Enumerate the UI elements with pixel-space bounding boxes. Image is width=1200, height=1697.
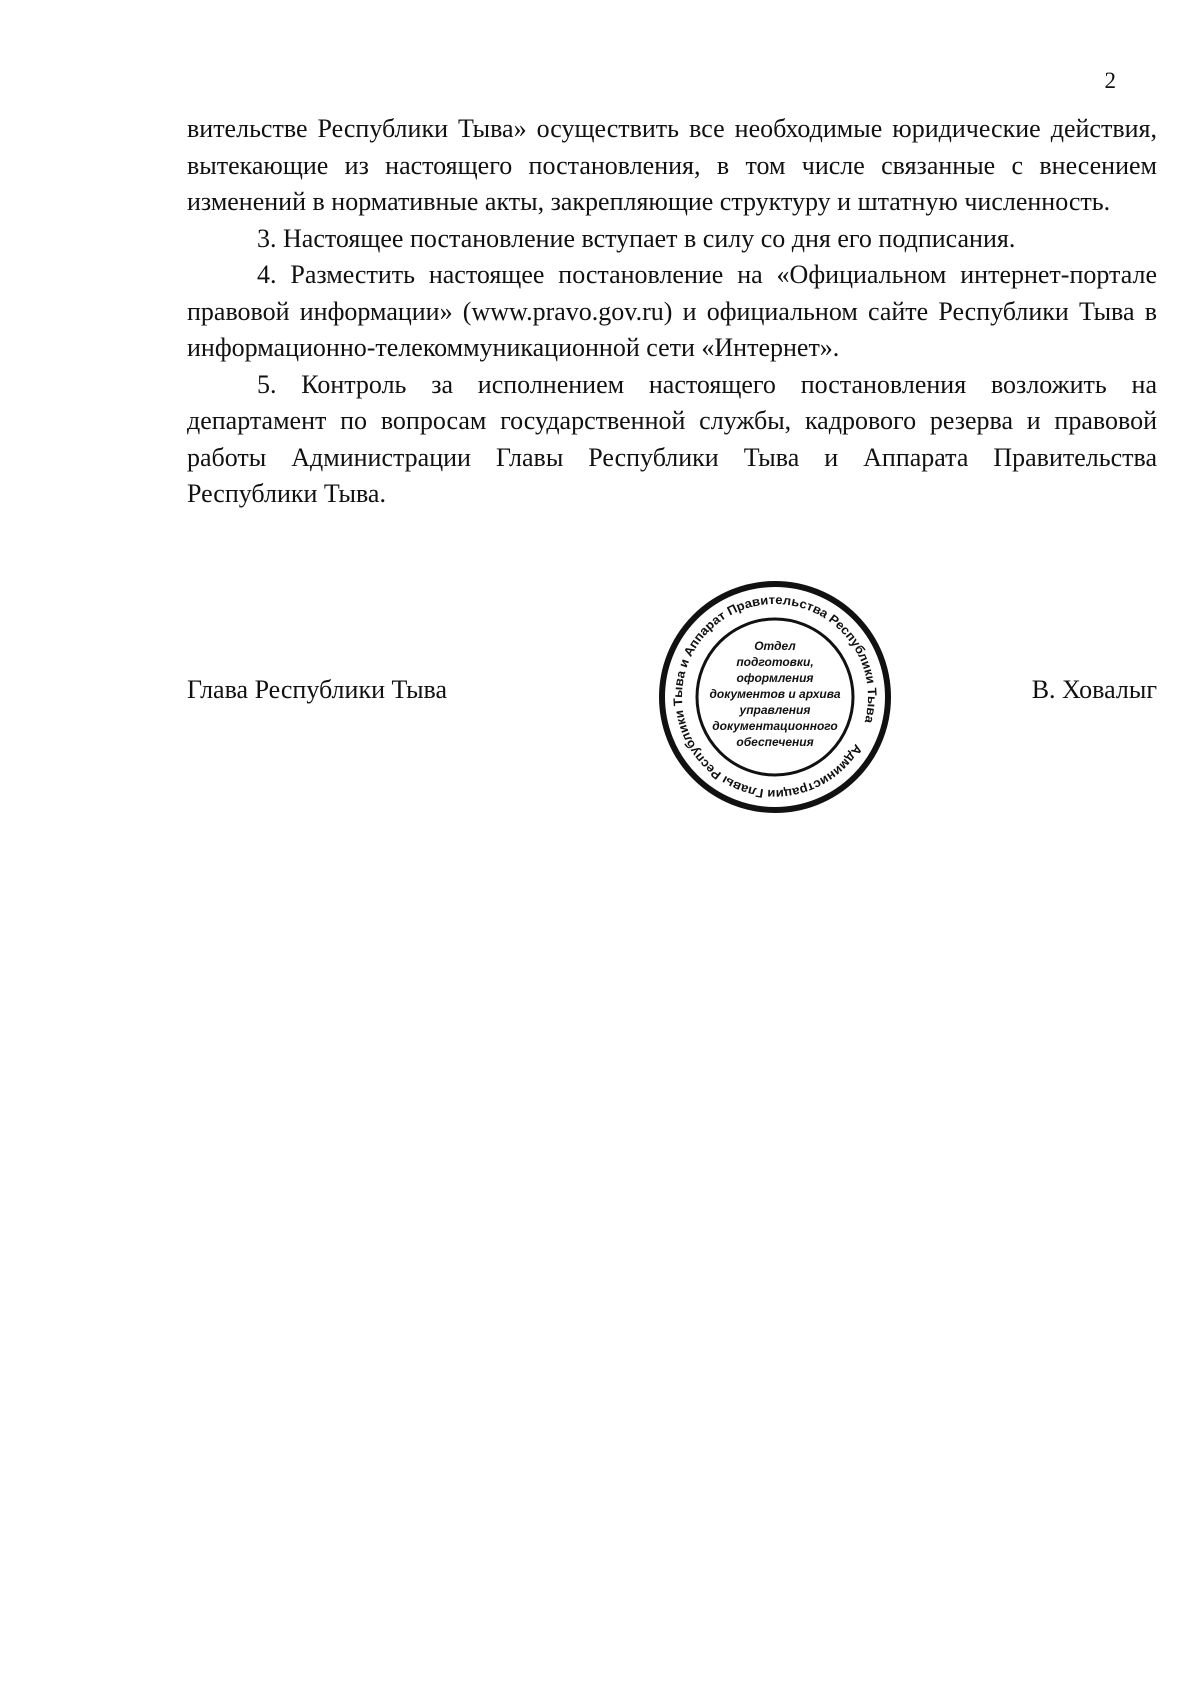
stamp-center-text	[709, 639, 840, 749]
stamp-ring-textpath: Администрации Главы Республики Тыва и Аппарат Правительства Республики Тыва	[670, 592, 880, 802]
stamp-center-line: обеспечения	[736, 735, 814, 749]
stamp-center-line: документационного	[712, 719, 838, 733]
official-stamp	[656, 578, 894, 816]
stamp-center-line: Отдел	[754, 639, 796, 653]
stamp-svg	[656, 578, 894, 816]
stamp-center-line: подготовки,	[736, 655, 814, 669]
stamp-center-line: управления	[739, 703, 811, 717]
stamp-center-line: документов и архива	[709, 687, 841, 701]
paragraph-continuation: вительстве Республики Тыва» осуществить все необходимые юридические действия, вытекающие из настоящего постановления, в том числе связанные с внесением изменений в нормативные акты, закрепляющие структуру и штатную численность.	[187, 114, 1157, 216]
signature-title: Глава Республики Тыва	[187, 675, 448, 704]
signature-name: В. Ховалыг	[1031, 675, 1157, 704]
page-number: 2	[1104, 68, 1116, 93]
paragraph-3-entry-into-force: 3. Настоящее постановление вступает в силу со дня его подписания.	[257, 223, 1016, 253]
paragraph-4-publication: 4. Разместить настоящее постановление на «Официальном интернет-портале правовой информации» (www.pravo.gov.ru) и официальном сайте Республики Тыва в информационно-телекоммуникационной сети «Интернет».	[187, 260, 1157, 362]
stamp-center-line: оформления	[736, 671, 814, 685]
document-body	[187, 111, 1157, 513]
paragraph-5-control: 5. Контроль за исполнением настоящего постановления возложить на департамент по вопросам государственной службы, кадрового резерва и правовой работы Администрации Главы Республики Тыва и Аппарата Правительства Республики Тыва.	[187, 369, 1157, 508]
